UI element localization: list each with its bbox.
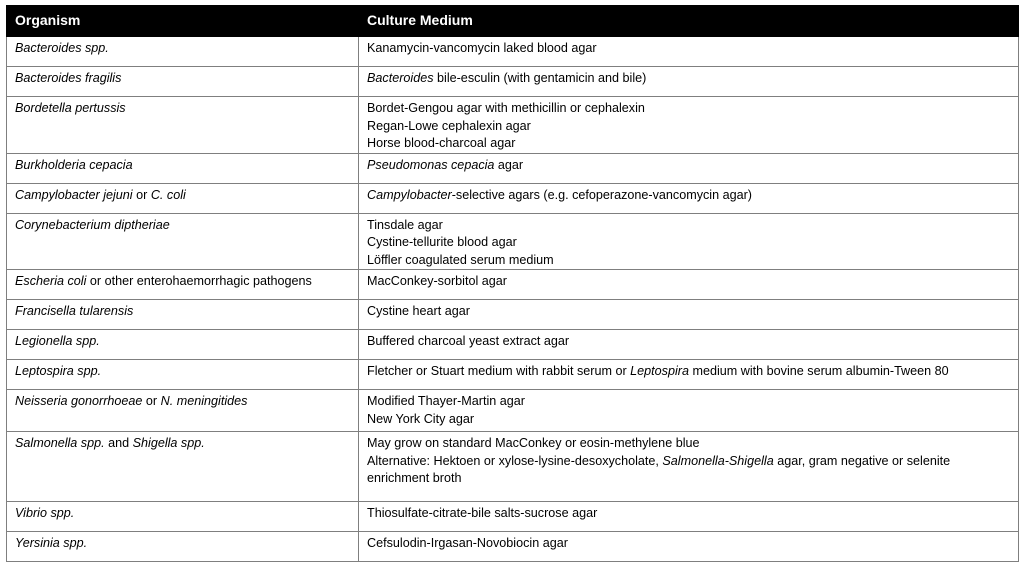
- table-row: [7, 390, 1019, 432]
- organism-cell: [7, 432, 359, 502]
- culture-medium-cell: [359, 153, 1019, 183]
- medium-line: Regan-Lowe cephalexin agar: [367, 118, 531, 133]
- header-row: [7, 6, 1019, 37]
- medium-line: Tinsdale agar: [367, 217, 443, 232]
- medium-line: Kanamycin-vancomycin laked blood agar: [367, 41, 597, 55]
- culture-medium-cell: [359, 37, 1019, 67]
- plain-text: Alternative: Hektoen or xylose-lysine-desoxycholate,: [367, 453, 663, 468]
- culture-medium-cell: [359, 97, 1019, 154]
- culture-medium-cell: [359, 213, 1019, 270]
- plain-text: Fletcher or Stuart medium with rabbit serum or: [367, 364, 631, 378]
- organism-cell: [7, 270, 359, 300]
- table-row: [7, 37, 1019, 67]
- plain-text: May grow on standard MacConkey or eosin-methylene blue: [367, 436, 700, 450]
- organism-cell: Corynebacterium diptheriae: [7, 213, 359, 270]
- italic-text: Leptospira: [630, 364, 689, 378]
- table-row: [7, 183, 1019, 213]
- culture-medium-cell: [359, 270, 1019, 300]
- culture-medium-cell: [359, 67, 1019, 97]
- italic-text: N. meningitides: [160, 394, 248, 408]
- table-row: [7, 153, 1019, 183]
- italic-text: Campylobacter: [367, 187, 452, 202]
- italic-text: C. coli: [150, 187, 186, 202]
- plain-text: agar, gram negative or selenite enrichment broth: [367, 453, 951, 485]
- culture-medium-cell: [359, 532, 1019, 562]
- italic-text: Salmonella spp.: [15, 436, 105, 450]
- culture-medium-cell: [359, 330, 1019, 360]
- plain-text: -selective agars (e.g. cefoperazone-vancomycin agar): [451, 187, 752, 202]
- italic-text: Escheria coli: [15, 274, 87, 288]
- plain-text: and: [104, 436, 133, 450]
- medium-line: Thiosulfate-citrate-bile salts-sucrose agar: [367, 506, 598, 520]
- italic-text: Shigella spp.: [132, 436, 205, 450]
- table-row: [7, 432, 1019, 502]
- organism-cell: [7, 183, 359, 213]
- culture-media-table: [6, 5, 1019, 562]
- organism-cell: Vibrio spp.: [7, 502, 359, 532]
- organism-cell: [7, 390, 359, 432]
- table-row: [7, 300, 1019, 330]
- italic-text: Campylobacter jejuni: [15, 187, 133, 202]
- table-row: [7, 360, 1019, 390]
- plain-text: agar: [494, 157, 524, 172]
- table-row: [7, 532, 1019, 562]
- italic-text: Salmonella-Shigella: [662, 453, 774, 468]
- table-row: [7, 67, 1019, 97]
- medium-line: Cystine heart agar: [367, 304, 470, 318]
- medium-line: MacConkey-sorbitol agar: [367, 274, 507, 288]
- organism-cell: Legionella spp.: [7, 330, 359, 360]
- medium-line: Modified Thayer-Martin agar: [367, 394, 525, 408]
- table-row: [7, 97, 1019, 154]
- table-body: [7, 37, 1019, 562]
- italic-text: Bacteroides: [367, 71, 434, 85]
- organism-cell: Bacteroides fragilis: [7, 67, 359, 97]
- organism-cell: Leptospira spp.: [7, 360, 359, 390]
- table-row: [7, 502, 1019, 532]
- medium-line: Horse blood-charcoal agar: [367, 136, 516, 150]
- medium-line: Cystine-tellurite blood agar: [367, 235, 517, 249]
- plain-text: or: [132, 187, 151, 202]
- table-row: [7, 270, 1019, 300]
- medium-line: Löffler coagulated serum medium: [367, 252, 554, 267]
- medium-line: [367, 435, 1010, 453]
- culture-medium-cell: [359, 432, 1019, 502]
- header-culture-medium: Culture Medium: [359, 6, 1019, 37]
- organism-cell: Francisella tularensis: [7, 300, 359, 330]
- culture-medium-cell: [359, 183, 1019, 213]
- organism-cell: Bordetella pertussis: [7, 97, 359, 154]
- medium-line: [367, 363, 1010, 381]
- medium-line: Buffered charcoal yeast extract agar: [367, 334, 570, 348]
- medium-line: [367, 157, 1010, 175]
- medium-line: Cefsulodin-Irgasan-Novobiocin agar: [367, 536, 568, 550]
- medium-line: Bordet-Gengou agar with methicillin or cephalexin: [367, 101, 645, 115]
- italic-text: Neisseria gonorrhoeae: [15, 394, 143, 408]
- table-row: [7, 213, 1019, 270]
- organism-cell: Yersinia spp.: [7, 532, 359, 562]
- organism-cell: Burkholderia cepacia: [7, 153, 359, 183]
- culture-medium-cell: [359, 360, 1019, 390]
- culture-medium-cell: [359, 502, 1019, 532]
- organism-cell: Bacteroides spp.: [7, 37, 359, 67]
- header-organism: Organism: [7, 6, 359, 37]
- plain-text: or: [142, 394, 161, 408]
- culture-medium-cell: [359, 390, 1019, 432]
- medium-line: [367, 187, 1010, 205]
- plain-text: or other enterohaemorrhagic pathogens: [86, 274, 312, 288]
- plain-text: medium with bovine serum albumin-Tween 80: [688, 364, 949, 378]
- italic-text: Pseudomonas cepacia: [367, 157, 495, 172]
- culture-medium-cell: [359, 300, 1019, 330]
- medium-line: [367, 453, 1010, 488]
- table-row: [7, 330, 1019, 360]
- plain-text: bile-esculin (with gentamicin and bile): [433, 71, 647, 85]
- medium-line: New York City agar: [367, 411, 475, 426]
- medium-line: [367, 70, 1010, 88]
